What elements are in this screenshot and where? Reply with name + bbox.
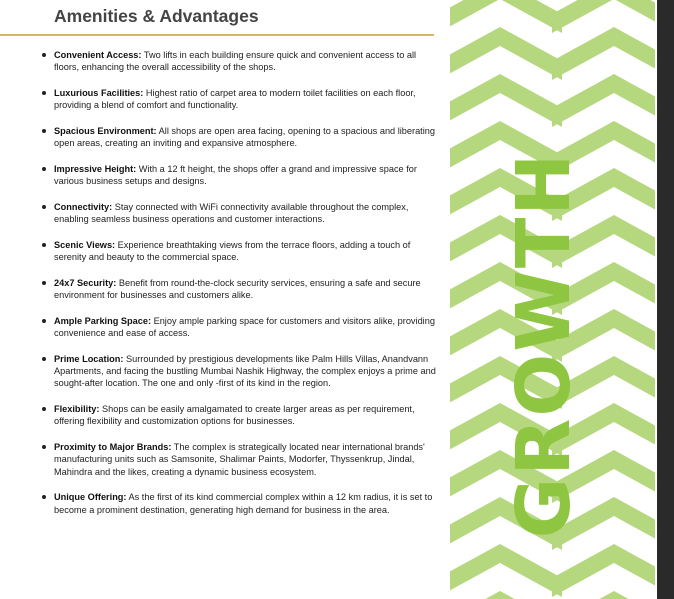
viewer-scrollbar-edge bbox=[657, 0, 674, 599]
chevron-shape bbox=[552, 0, 655, 33]
chevron-shape bbox=[450, 544, 562, 597]
list-item bbox=[40, 125, 438, 150]
item-title: Luxurious Facilities: bbox=[54, 87, 144, 98]
item-text: Benefit from round-the-clock security services, ensuring a safe and secure environment for businesses and customers alike. bbox=[54, 277, 421, 301]
chevron-shape bbox=[450, 27, 562, 80]
list-item bbox=[40, 201, 438, 226]
item-text: With a 12 ft height, the shops offer a grand and impressive space for various business setups and designs. bbox=[54, 163, 417, 187]
list-item bbox=[40, 403, 438, 428]
item-title: Spacious Environment: bbox=[54, 125, 157, 136]
list-item bbox=[40, 239, 438, 264]
list-item bbox=[40, 49, 438, 74]
list-item bbox=[40, 87, 438, 112]
growth-word: GROWTH bbox=[501, 151, 587, 539]
item-text: Enjoy ample parking space for customers and visitors alike, providing convenience and ease of access. bbox=[54, 315, 435, 339]
item-title: Scenic Views: bbox=[54, 239, 116, 250]
chevron-shape bbox=[552, 591, 655, 599]
chevron-shape bbox=[552, 544, 655, 597]
item-title: Proximity to Major Brands: bbox=[54, 442, 172, 453]
list-item bbox=[40, 315, 438, 340]
amenities-list bbox=[40, 49, 438, 529]
list-item bbox=[40, 491, 438, 516]
item-text: As the first of its kind commercial complex within a 12 km radius, it is set to become a prominent destination, generating high demand for business in the area. bbox=[54, 492, 433, 515]
list-item bbox=[40, 163, 438, 188]
item-text: The complex is strategically located near international brands' manufacturing units such as Samsonite, Shalimar Paints, Modorfer, Thyssenkrup, Jindal, Mahindra and the likes, creating a dynamic business ecosystem. bbox=[54, 442, 425, 477]
list-item bbox=[40, 353, 438, 390]
chevron-shape bbox=[450, 74, 562, 127]
item-title: Convenient Access: bbox=[54, 50, 142, 60]
heading-underline bbox=[0, 34, 434, 36]
item-title: Impressive Height: bbox=[54, 163, 137, 174]
item-text: Surrounded by prestigious developments like Palm Hills Villas, Anandvann Apartments, and facing the bustling Mumbai Nashik Highway, the complex enjoys a prime and sought-after location. The one and only -first of its kind in the region. bbox=[54, 353, 436, 389]
chevron-shape bbox=[552, 27, 655, 80]
item-title: Unique Offering: bbox=[54, 492, 127, 503]
item-title: 24x7 Security: bbox=[54, 277, 117, 288]
item-text: Stay connected with WiFi connectivity available throughout the complex, enabling seamless business operations and customer interactions. bbox=[54, 201, 409, 225]
item-title: Flexibility: bbox=[54, 404, 100, 415]
page-heading: Amenities & Advantages bbox=[54, 6, 259, 26]
chevron-shape bbox=[450, 0, 562, 33]
growth-graphic bbox=[450, 0, 655, 599]
item-title: Ample Parking Space: bbox=[54, 315, 152, 326]
chevron-shape bbox=[450, 591, 562, 599]
item-title: Connectivity: bbox=[54, 201, 113, 212]
chevron-shape bbox=[552, 74, 655, 127]
item-text: Experience breathtaking views from the terrace floors, adding a touch of serenity and beauty to the commercial space. bbox=[54, 239, 411, 263]
list-item bbox=[40, 277, 438, 302]
item-text: Highest ratio of carpet area to modern toilet facilities on each floor, providing a blend of comfort and functionality. bbox=[54, 87, 416, 111]
list-item bbox=[40, 441, 438, 478]
item-text: Two lifts in each building ensure quick and convenient access to all floors, enhancing the overall accessibility of the shops. bbox=[54, 50, 417, 73]
item-title: Prime Location: bbox=[54, 353, 124, 364]
item-text: All shops are open area facing, opening to a spacious and liberating open areas, creating an inviting and expansive atmosphere. bbox=[54, 125, 435, 149]
item-text: Shops can be easily amalgamated to create larger areas as per requirement, offering flexibility and customization options for businesses. bbox=[54, 404, 415, 427]
